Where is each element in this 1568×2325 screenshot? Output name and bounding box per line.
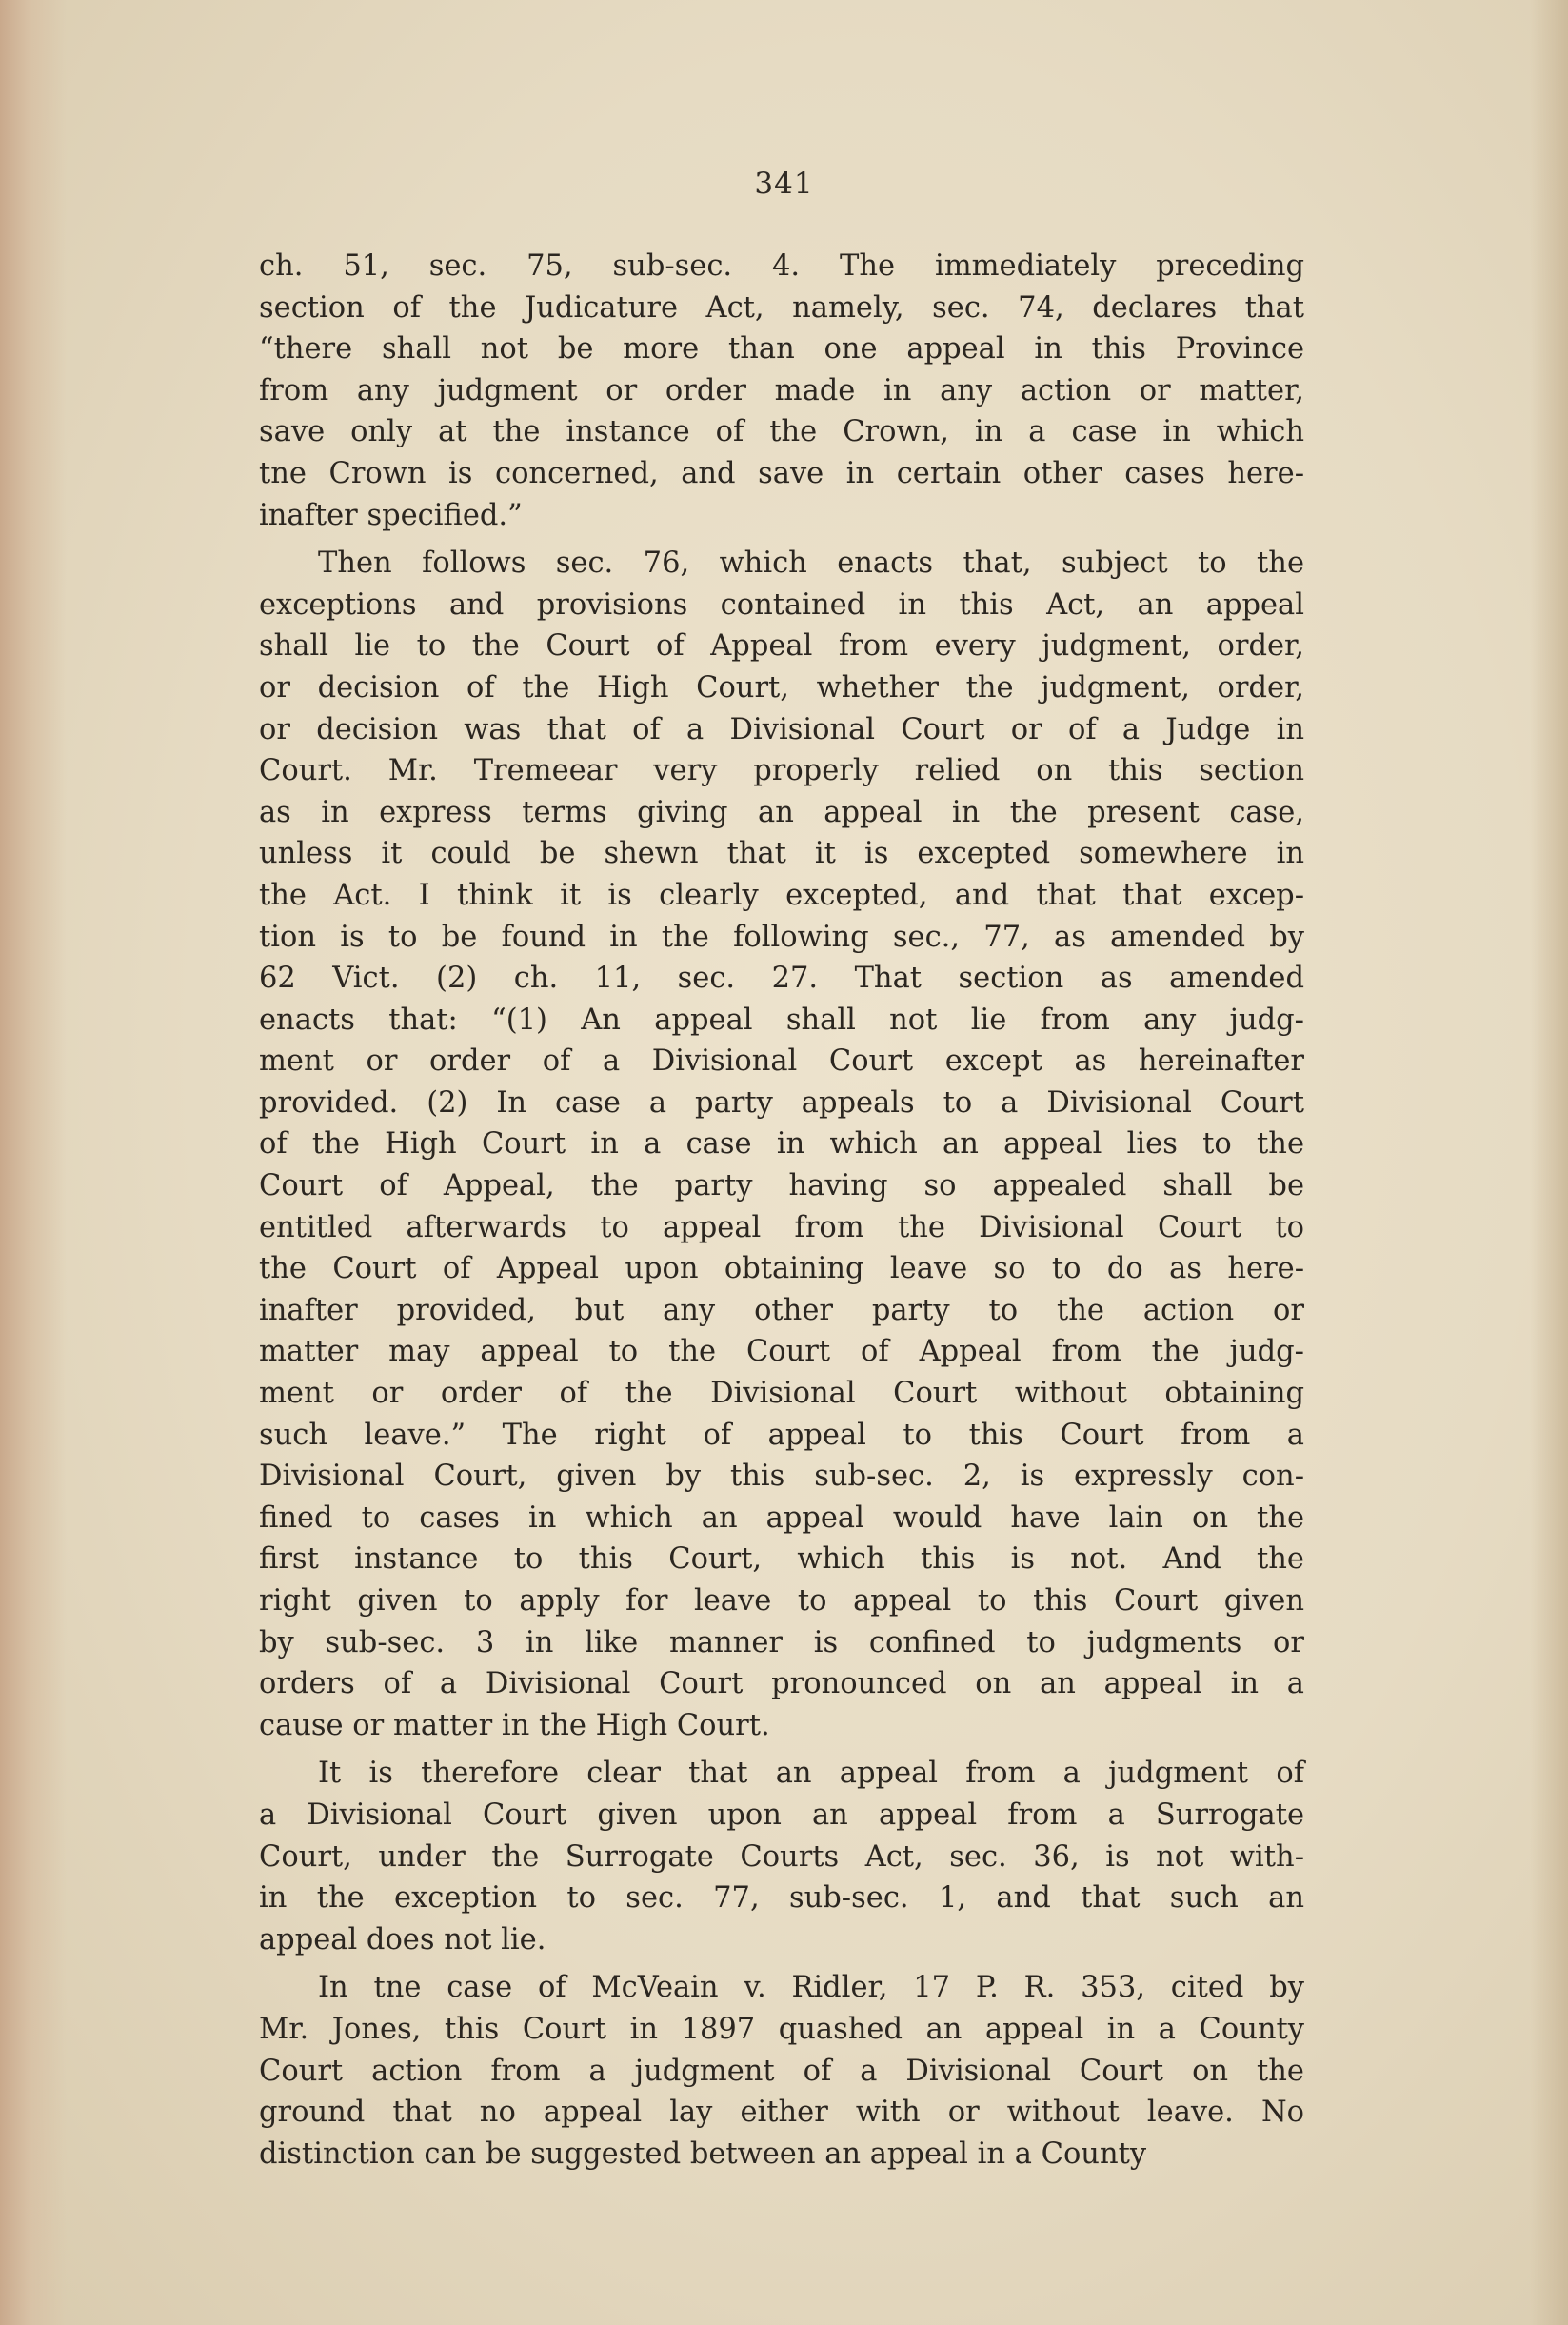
text-line: Mr. Jones, this Court in 1897 quashed an appeal in a County xyxy=(259,2012,1304,2046)
text-line: It is therefore clear that an appeal from a judgment of xyxy=(318,1757,1304,1791)
text-line: in the exception to sec. 77, sub-sec. 1, and that such an xyxy=(259,1881,1304,1916)
text-line: ch. 51, sec. 75, sub-sec. 4. The immediately preceding xyxy=(259,249,1304,283)
text-line: Court, under the Surrogate Courts Act, sec. 36, is not with- xyxy=(259,1839,1304,1874)
text-line: appeal does not lie. xyxy=(259,1922,546,1957)
text-line: In tne case of McVeain v. Ridler, 17 P. R. 353, cited by xyxy=(318,1971,1304,2005)
text-line: inafter specified.” xyxy=(259,498,523,532)
text-line: the Act. I think it is clearly excepted, and that that excep- xyxy=(259,878,1304,912)
text-line: section of the Judicature Act, namely, sec. 74, declares that xyxy=(259,290,1304,325)
text-line: cause or matter in the High Court. xyxy=(259,1708,770,1742)
text-line: unless it could be shewn that it is excepted somewhere in xyxy=(259,837,1304,871)
text-line: such leave.” The right of appeal to this Court from a xyxy=(259,1418,1304,1452)
text-line: Court of Appeal, the party having so appealed shall be xyxy=(259,1169,1304,1203)
text-line: orders of a Divisional Court pronounced on an appeal in a xyxy=(259,1667,1304,1701)
text-line: provided. (2) In case a party appeals to a Divisional Court xyxy=(259,1085,1304,1120)
text-line: fined to cases in which an appeal would have lain on the xyxy=(259,1500,1304,1535)
text-line: or decision was that of a Divisional Court or of a Judge in xyxy=(259,712,1304,746)
text-line: tion is to be found in the following sec., 77, as amended by xyxy=(259,920,1304,954)
text-line: by sub-sec. 3 in like manner is confined to judgments or xyxy=(259,1625,1304,1659)
text-line: distinction can be suggested between an appeal in a County xyxy=(259,2136,1147,2171)
text-line: matter may appeal to the Court of Appeal from the judg- xyxy=(259,1335,1304,1369)
text-line: as in express terms giving an appeal in the present case, xyxy=(259,795,1304,829)
page-edge-shadow-left xyxy=(0,0,67,2325)
text-line: entitled afterwards to appeal from the Divisional Court to xyxy=(259,1210,1304,1244)
text-line: ment or order of the Divisional Court without obtaining xyxy=(259,1377,1304,1411)
text-line: ground that no appeal lay either with or without leave. No xyxy=(259,2096,1304,2130)
text-line: from any judgment or order made in any action or matter, xyxy=(259,373,1304,407)
text-line: right given to apply for leave to appeal to this Court given xyxy=(259,1584,1304,1618)
text-line: Then follows sec. 76, which enacts that, subject to the xyxy=(318,546,1304,581)
text-line: first instance to this Court, which this is not. And the xyxy=(259,1542,1304,1577)
text-line: or decision of the High Court, whether the judgment, order, xyxy=(259,670,1304,705)
text-line: “there shall not be more than one appeal in this Province xyxy=(259,332,1304,367)
text-line: Court. Mr. Tremeear very properly relied on this section xyxy=(259,754,1304,788)
text-line: Court action from a judgment of a Divisional Court on the xyxy=(259,2054,1304,2088)
text-line: 62 Vict. (2) ch. 11, sec. 27. That section as amended xyxy=(259,962,1304,996)
text-line: inafter provided, but any other party to the action or xyxy=(259,1293,1304,1327)
page-edge-shadow-right xyxy=(1530,0,1568,2325)
body-text xyxy=(259,246,1304,2175)
paragraph xyxy=(259,1967,1304,2175)
paragraph xyxy=(259,246,1304,536)
text-line: exceptions and provisions contained in this Act, an appeal xyxy=(259,587,1304,622)
text-line: Divisional Court, given by this sub-sec. 2, is expressly con- xyxy=(259,1460,1304,1494)
text-line: a Divisional Court given upon an appeal from a Surrogate xyxy=(259,1798,1304,1832)
page-number: 341 xyxy=(754,167,814,201)
text-line: of the High Court in a case in which an appeal lies to the xyxy=(259,1127,1304,1162)
text-line: tne Crown is concerned, and save in certain other cases here- xyxy=(259,456,1304,490)
text-line: save only at the instance of the Crown, in a case in which xyxy=(259,415,1304,449)
text-line: ment or order of a Divisional Court except as hereinafter xyxy=(259,1044,1304,1079)
text-line: enacts that: “(1) An appeal shall not lie from any judg- xyxy=(259,1003,1304,1037)
text-line: the Court of Appeal upon obtaining leave so to do as here- xyxy=(259,1252,1304,1286)
text-line: shall lie to the Court of Appeal from every judgment, order, xyxy=(259,629,1304,664)
paragraph xyxy=(259,1753,1304,1960)
paragraph xyxy=(259,543,1304,1746)
